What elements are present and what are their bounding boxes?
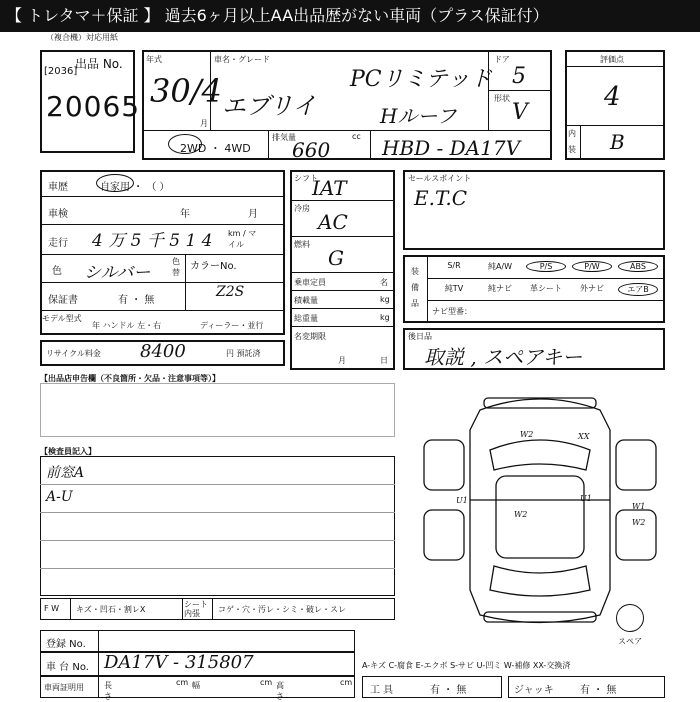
equipment-item: 純TV — [444, 284, 464, 293]
diagram-mark-3: U1 — [456, 496, 468, 505]
diagram-mark-2: XX — [578, 432, 590, 441]
chassis-value: DA17V - 315807 — [104, 652, 254, 673]
diagram-mark-6: W1 — [632, 502, 646, 511]
sales-points-label: セールスポイント — [408, 174, 472, 183]
interior-label1: 内 — [568, 129, 576, 138]
navi-label: ナビ型番： — [432, 307, 472, 316]
equipment-label1: 装 — [411, 267, 419, 276]
displacement-value: 660 — [292, 138, 331, 162]
diagram-mark-5: U1 — [580, 494, 592, 503]
reg-change-month: 月 — [338, 356, 346, 365]
doors-label: ドア — [494, 55, 510, 64]
recycle-unit: 円 預託済 — [226, 349, 261, 358]
drive-options: 2WD ・ 4WD — [180, 142, 251, 155]
riders-label: 乗車定員 — [294, 278, 326, 287]
header-banner: 【 トレタマ＋保証 】 過去6ヶ月以上AA出品歴がない車両（プラス保証付） — [0, 0, 700, 32]
dealer-notes-box — [40, 383, 395, 437]
ac-label: 冷房 — [294, 204, 310, 213]
lot-code: [2036] — [44, 66, 78, 77]
color-change-label: 色替 — [172, 257, 180, 277]
ac-value: AC — [318, 210, 348, 234]
equipment-item: P/S — [526, 261, 566, 272]
color-label: 色 — [52, 266, 62, 277]
shape-label: 形状 — [494, 94, 510, 103]
warranty-options: 有 ・ 無 — [118, 295, 155, 306]
model-label: 車名・グレード — [214, 55, 270, 64]
inspector-label: 【検査員記入】 — [40, 447, 96, 456]
dealer-notes-label: 【出品店申告欄（不良箇所・欠品・注意事項等）】 — [40, 374, 220, 383]
equipment-item: S/R — [447, 261, 461, 270]
cert-width: 幅 — [192, 681, 200, 690]
jack-label: ジャッキ — [514, 685, 554, 696]
interior-value: B — [610, 130, 625, 154]
inspector-box — [40, 456, 395, 596]
equipment-item: ABS — [618, 261, 658, 272]
top-note: （複合機）対応用紙 — [46, 33, 118, 42]
reg-no-label: 登録 No. — [46, 639, 86, 650]
inspection-year: 年 — [180, 209, 190, 220]
equipment-item: 純A/W — [487, 262, 513, 271]
inspection-label: 車検 — [48, 209, 68, 220]
inspector-note2: A-U — [46, 489, 73, 505]
recycle-value: 8400 — [140, 341, 186, 362]
history-selected-circle — [96, 174, 134, 192]
equipment-label3: 品 — [411, 299, 419, 308]
reg-box — [40, 630, 355, 652]
load-unit: kg — [380, 295, 390, 304]
sales-points-value: E.T.C — [414, 186, 468, 210]
weight-unit: kg — [380, 313, 390, 322]
recycle-label: リサイクル料金 — [46, 349, 101, 358]
mileage-value: 4 万 5 千 5 1 4 — [92, 231, 213, 251]
score-value: 4 — [604, 82, 621, 112]
cert-height: 高さ — [276, 681, 284, 701]
equipment-item: 純ナビ — [488, 284, 512, 293]
legend-items: キズ・凹石・割レX — [76, 605, 146, 614]
reg-change-day: 日 — [380, 356, 388, 365]
model-name: エブリイ — [222, 92, 317, 120]
equipment-item: 外ナビ — [580, 284, 604, 293]
weight-label: 総重量 — [294, 314, 318, 323]
drive-selected-circle — [168, 134, 202, 154]
legend-fw: F W — [44, 604, 60, 613]
spare-label: スペア — [618, 637, 642, 646]
inspection-month: 月 — [248, 209, 258, 220]
colorno-label: カラーNo. — [190, 261, 237, 272]
cert-length-unit: cm — [176, 678, 189, 687]
after-notes-value: 取説 , スペアキー — [424, 345, 583, 369]
shape-value: V — [512, 100, 528, 125]
spare-tire-icon — [616, 604, 644, 632]
year-label: 年式 — [146, 55, 162, 64]
doors-value: 5 — [512, 64, 526, 89]
cert-width-unit: cm — [260, 678, 273, 687]
history-label: 車歴 — [48, 182, 68, 193]
reg-change-label: 名変期限 — [294, 332, 326, 341]
diagram-mark-1: W2 — [520, 430, 534, 439]
tools-label: 工 具 — [370, 685, 394, 696]
color-value: シルバー — [84, 263, 151, 283]
lot-label: 出品 No. — [75, 57, 123, 71]
year-value: 30/4 — [150, 72, 222, 110]
shift-label: シフト — [294, 174, 318, 183]
mileage-unit: km / マイル — [228, 229, 257, 249]
tools-options: 有 ・ 無 — [430, 685, 467, 696]
colorno-value: Z2S — [216, 284, 245, 300]
fuel-value: G — [328, 246, 344, 270]
handle-options: 年 ハンドル 左・右 — [92, 321, 162, 330]
inspector-note1: 前窓A — [46, 465, 85, 481]
equipment-label2: 備 — [411, 283, 419, 292]
legend-seat-items: コゲ・穴・汚レ・シミ・破レ・スレ — [218, 605, 346, 614]
displacement-unit: cc — [352, 132, 361, 141]
load-label: 積載量 — [294, 296, 318, 305]
displacement-label: 排気量 — [272, 133, 296, 142]
cert-height-unit: cm — [340, 678, 353, 687]
legend-seat-label: シート 内張 — [184, 600, 208, 618]
shift-value: IAT — [312, 176, 347, 200]
damage-legend: A-キズ C-腐食 E-エクボ S-サビ U-凹ミ W-補修 XX-交換済 — [362, 661, 571, 670]
after-notes-label: 後日品 — [408, 332, 432, 341]
cert-length: 長さ — [104, 681, 112, 701]
equipment-item: エアB — [618, 283, 658, 296]
diagram-mark-7: W2 — [632, 518, 646, 527]
history-options: 自家用 ・ （ ） — [100, 182, 170, 193]
chassis-label: 車 台 No. — [46, 662, 89, 673]
fuel-label: 燃料 — [294, 240, 310, 249]
mileage-label: 走行 — [48, 238, 68, 249]
score-label: 評価点 — [600, 55, 624, 64]
model-code-value: HBD - DA17V — [382, 136, 521, 160]
car-damage-diagram — [410, 390, 670, 630]
interior-label2: 装 — [568, 145, 576, 154]
equipment-item: 革シート — [530, 284, 562, 293]
model-grade2: Hルーフ — [380, 104, 457, 128]
diagram-mark-4: W2 — [514, 510, 528, 519]
jack-options: 有 ・ 無 — [580, 685, 617, 696]
model-type-label: モデル型式 — [42, 314, 82, 323]
year-unit: 月 — [200, 119, 208, 128]
lot-number: 20065 — [46, 90, 141, 123]
warranty-label: 保証書 — [48, 295, 78, 306]
equipment-item: P/W — [572, 261, 612, 272]
riders-unit: 名 — [380, 278, 388, 287]
dealer-options: ディーラー・並行 — [200, 321, 264, 330]
cert-label: 車両証明用 — [44, 683, 84, 692]
model-grade1: PCリミテッド — [350, 67, 492, 92]
